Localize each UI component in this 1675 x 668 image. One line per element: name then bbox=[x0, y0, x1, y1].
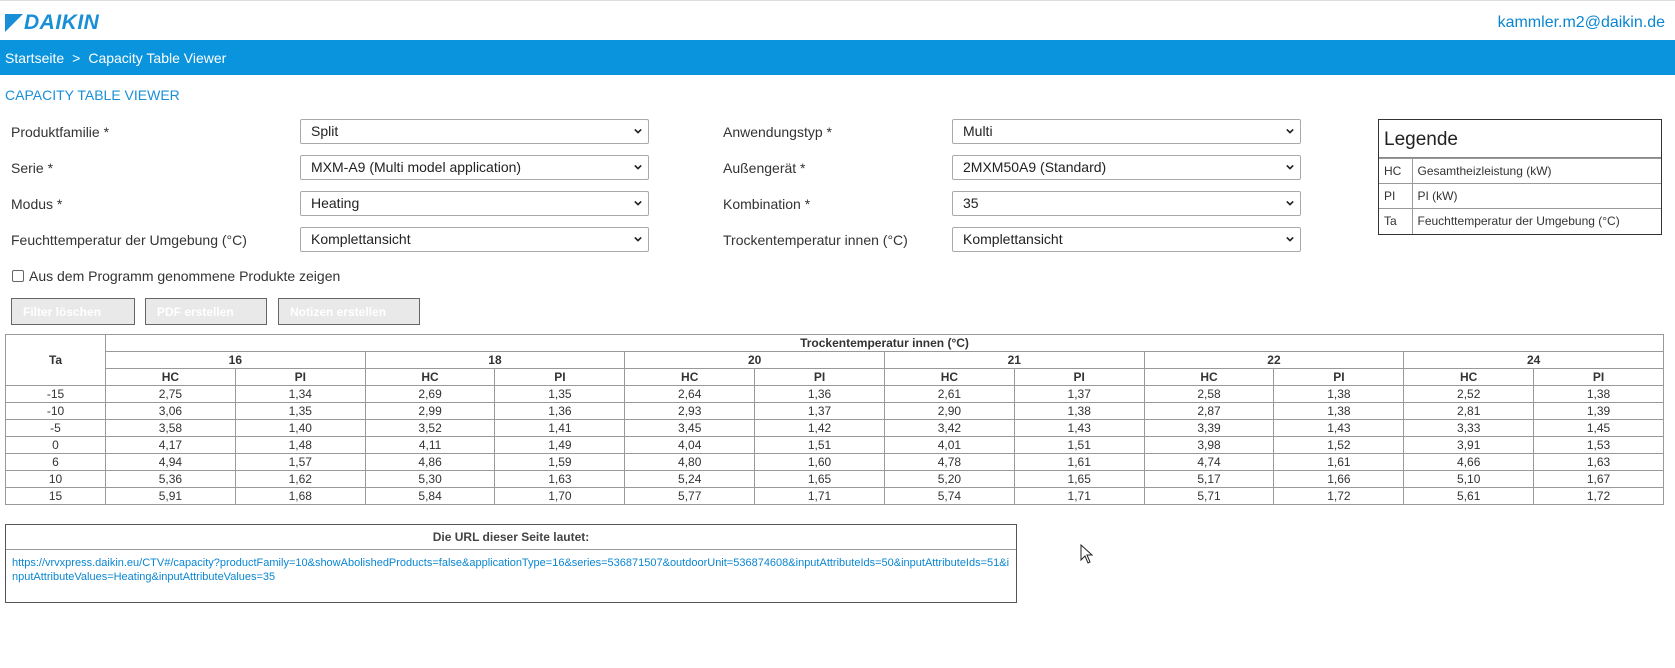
feuchttemperatur-select[interactable] bbox=[300, 227, 649, 252]
hc-sub-header: HC bbox=[365, 369, 495, 386]
pi-cell: 1,53 bbox=[1534, 437, 1664, 454]
pi-cell: 1,63 bbox=[495, 471, 625, 488]
hc-cell: 4,01 bbox=[884, 437, 1014, 454]
legend-table bbox=[1379, 158, 1661, 234]
pi-cell: 1,52 bbox=[1274, 437, 1404, 454]
serie-label: Serie * bbox=[11, 160, 54, 176]
produktfamilie-label: Produktfamilie * bbox=[11, 124, 110, 140]
pi-cell: 1,63 bbox=[1534, 454, 1664, 471]
kombination-select[interactable] bbox=[952, 191, 1301, 216]
temperature-column-header: 16 bbox=[106, 352, 366, 369]
feuchttemperatur-value: Komplettansicht bbox=[311, 231, 411, 247]
table-body bbox=[6, 386, 1664, 505]
daikin-logo-icon bbox=[5, 14, 23, 32]
pi-cell: 1,51 bbox=[755, 437, 885, 454]
pi-cell: 1,59 bbox=[495, 454, 625, 471]
hc-cell: 5,17 bbox=[1144, 471, 1274, 488]
pi-cell: 1,42 bbox=[755, 420, 885, 437]
pi-cell: 1,71 bbox=[1014, 488, 1144, 505]
hc-cell: 3,91 bbox=[1404, 437, 1534, 454]
hc-cell: 5,91 bbox=[106, 488, 236, 505]
pi-cell: 1,61 bbox=[1014, 454, 1144, 471]
hc-cell: 4,17 bbox=[106, 437, 236, 454]
hc-cell: 3,45 bbox=[625, 420, 755, 437]
hc-cell: 4,04 bbox=[625, 437, 755, 454]
pi-cell: 1,43 bbox=[1274, 420, 1404, 437]
hc-cell: 5,20 bbox=[884, 471, 1014, 488]
temperature-column-header: 21 bbox=[884, 352, 1144, 369]
ta-cell: 6 bbox=[6, 454, 106, 471]
pi-sub-header: PI bbox=[235, 369, 365, 386]
hc-cell: 3,39 bbox=[1144, 420, 1274, 437]
kombination-label: Kombination * bbox=[723, 196, 811, 212]
serie-value: MXM-A9 (Multi model application) bbox=[311, 159, 522, 175]
temperature-column-header: 18 bbox=[365, 352, 625, 369]
pi-cell: 1,37 bbox=[1014, 386, 1144, 403]
pi-cell: 1,36 bbox=[755, 386, 885, 403]
produktfamilie-select[interactable] bbox=[300, 119, 649, 144]
pi-cell: 1,72 bbox=[1534, 488, 1664, 505]
hc-cell: 2,75 bbox=[106, 386, 236, 403]
legend-title: Legende bbox=[1379, 120, 1661, 158]
hc-cell: 4,94 bbox=[106, 454, 236, 471]
pi-cell: 1,35 bbox=[235, 403, 365, 420]
hc-sub-header: HC bbox=[884, 369, 1014, 386]
pi-cell: 1,60 bbox=[755, 454, 885, 471]
pi-cell: 1,38 bbox=[1274, 403, 1404, 420]
temperature-column-header: 20 bbox=[625, 352, 885, 369]
url-box bbox=[5, 524, 1017, 603]
legend-desc: Gesamtheizleistung (kW) bbox=[1412, 159, 1661, 184]
logo-text: DAIKIN bbox=[24, 11, 100, 34]
ta-cell: 0 bbox=[6, 437, 106, 454]
legend-desc: PI (kW) bbox=[1412, 184, 1661, 209]
anwendungstyp-select[interactable] bbox=[952, 119, 1301, 144]
modus-select[interactable] bbox=[300, 191, 649, 216]
chevron-down-icon bbox=[1286, 163, 1294, 171]
hc-cell: 2,90 bbox=[884, 403, 1014, 420]
pi-sub-header: PI bbox=[1014, 369, 1144, 386]
create-notes-button[interactable]: Notizen erstellen bbox=[278, 298, 420, 325]
pi-cell: 1,34 bbox=[235, 386, 365, 403]
hc-cell: 2,61 bbox=[884, 386, 1014, 403]
pi-cell: 1,65 bbox=[755, 471, 885, 488]
hc-cell: 2,81 bbox=[1404, 403, 1534, 420]
hc-cell: 2,99 bbox=[365, 403, 495, 420]
hc-cell: 3,52 bbox=[365, 420, 495, 437]
chevron-down-icon bbox=[634, 199, 642, 207]
table-row bbox=[6, 386, 1664, 403]
hc-cell: 5,24 bbox=[625, 471, 755, 488]
hc-sub-header: HC bbox=[106, 369, 236, 386]
hc-cell: 4,74 bbox=[1144, 454, 1274, 471]
hc-cell: 4,86 bbox=[365, 454, 495, 471]
hc-sub-header: HC bbox=[625, 369, 755, 386]
pi-sub-header: PI bbox=[495, 369, 625, 386]
create-pdf-button[interactable]: PDF erstellen bbox=[145, 298, 267, 325]
pi-cell: 1,57 bbox=[235, 454, 365, 471]
pi-cell: 1,43 bbox=[1014, 420, 1144, 437]
ta-cell: 10 bbox=[6, 471, 106, 488]
ta-cell: -5 bbox=[6, 420, 106, 437]
table-row bbox=[6, 420, 1664, 437]
breadcrumb-separator: > bbox=[72, 49, 81, 66]
kombination-value: 35 bbox=[963, 195, 979, 211]
pi-cell: 1,37 bbox=[755, 403, 885, 420]
pi-cell: 1,35 bbox=[495, 386, 625, 403]
pi-cell: 1,70 bbox=[495, 488, 625, 505]
pi-cell: 1,38 bbox=[1274, 386, 1404, 403]
legend-panel bbox=[1378, 119, 1662, 235]
hc-cell: 2,69 bbox=[365, 386, 495, 403]
pi-cell: 1,72 bbox=[1274, 488, 1404, 505]
pi-cell: 1,68 bbox=[235, 488, 365, 505]
show-abolished-checkbox[interactable] bbox=[12, 270, 24, 282]
breadcrumb-home-link[interactable]: Startseite bbox=[5, 49, 65, 66]
group-header: Trockentemperatur innen (°C) bbox=[106, 335, 1664, 352]
hc-cell: 4,78 bbox=[884, 454, 1014, 471]
produktfamilie-value: Split bbox=[311, 123, 339, 139]
chevron-down-icon bbox=[1286, 199, 1294, 207]
daikin-logo[interactable] bbox=[5, 12, 99, 34]
hc-sub-header: HC bbox=[1144, 369, 1274, 386]
pi-cell: 1,66 bbox=[1274, 471, 1404, 488]
pi-cell: 1,65 bbox=[1014, 471, 1144, 488]
hc-cell: 5,61 bbox=[1404, 488, 1534, 505]
hc-cell: 5,84 bbox=[365, 488, 495, 505]
hc-cell: 4,80 bbox=[625, 454, 755, 471]
modus-label: Modus * bbox=[11, 196, 63, 212]
aussengeraet-label: Außengerät * bbox=[723, 160, 806, 176]
pi-cell: 1,38 bbox=[1014, 403, 1144, 420]
sub-header-row bbox=[6, 369, 1664, 386]
trockentemperatur-label: Trockentemperatur innen (°C) bbox=[723, 232, 908, 248]
hc-cell: 4,66 bbox=[1404, 454, 1534, 471]
hc-cell: 3,58 bbox=[106, 420, 236, 437]
anwendungstyp-value: Multi bbox=[963, 123, 993, 139]
legend-abbr: HC bbox=[1379, 159, 1412, 184]
show-abolished-label: Aus dem Programm genommene Produkte zeigen bbox=[29, 268, 341, 284]
hc-cell: 4,11 bbox=[365, 437, 495, 454]
pi-cell: 1,48 bbox=[235, 437, 365, 454]
ta-cell: -15 bbox=[6, 386, 106, 403]
table-header-row bbox=[6, 335, 1664, 352]
hc-cell: 5,10 bbox=[1404, 471, 1534, 488]
pi-cell: 1,38 bbox=[1534, 386, 1664, 403]
ta-cell: -10 bbox=[6, 403, 106, 420]
hc-cell: 5,30 bbox=[365, 471, 495, 488]
legend-abbr: Ta bbox=[1379, 209, 1412, 234]
pi-cell: 1,41 bbox=[495, 420, 625, 437]
hc-cell: 5,77 bbox=[625, 488, 755, 505]
hc-cell: 3,98 bbox=[1144, 437, 1274, 454]
breadcrumb bbox=[0, 40, 1675, 75]
show-abolished-checkbox-row[interactable] bbox=[12, 268, 340, 284]
legend-row bbox=[1379, 184, 1661, 209]
pi-cell: 1,51 bbox=[1014, 437, 1144, 454]
pi-cell: 1,62 bbox=[235, 471, 365, 488]
hc-cell: 3,42 bbox=[884, 420, 1014, 437]
user-email-link[interactable]: kammler.m2@daikin.de bbox=[1497, 14, 1665, 31]
pi-cell: 1,71 bbox=[755, 488, 885, 505]
temperature-column-header: 24 bbox=[1404, 352, 1664, 369]
temperature-header-row bbox=[6, 352, 1664, 369]
legend-row bbox=[1379, 209, 1661, 234]
aussengeraet-select[interactable] bbox=[952, 155, 1301, 180]
hc-cell: 5,36 bbox=[106, 471, 236, 488]
pi-cell: 1,40 bbox=[235, 420, 365, 437]
header bbox=[0, 4, 1675, 40]
mouse-cursor-icon bbox=[1080, 544, 1094, 564]
table-row bbox=[6, 471, 1664, 488]
hc-cell: 3,33 bbox=[1404, 420, 1534, 437]
ta-cell: 15 bbox=[6, 488, 106, 505]
chevron-down-icon bbox=[634, 127, 642, 135]
hc-cell: 3,06 bbox=[106, 403, 236, 420]
page-title: CAPACITY TABLE VIEWER bbox=[5, 87, 180, 103]
hc-sub-header: HC bbox=[1404, 369, 1534, 386]
pi-sub-header: PI bbox=[755, 369, 885, 386]
modus-value: Heating bbox=[311, 195, 360, 211]
pi-cell: 1,61 bbox=[1274, 454, 1404, 471]
hc-cell: 5,74 bbox=[884, 488, 1014, 505]
pi-cell: 1,36 bbox=[495, 403, 625, 420]
url-box-title: Die URL dieser Seite lautet: bbox=[6, 525, 1016, 550]
hc-cell: 2,93 bbox=[625, 403, 755, 420]
anwendungstyp-label: Anwendungstyp * bbox=[723, 124, 832, 140]
table-row bbox=[6, 454, 1664, 471]
hc-cell: 2,52 bbox=[1404, 386, 1534, 403]
pi-sub-header: PI bbox=[1534, 369, 1664, 386]
hc-cell: 2,64 bbox=[625, 386, 755, 403]
capacity-table bbox=[5, 334, 1664, 505]
temperature-column-header: 22 bbox=[1144, 352, 1404, 369]
chevron-down-icon bbox=[1286, 127, 1294, 135]
chevron-down-icon bbox=[634, 163, 642, 171]
hc-cell: 2,58 bbox=[1144, 386, 1274, 403]
page-url-link[interactable]: https://vrvxpress.daikin.eu/CTV#/capacity?productFamily=10&showAbolishedProducts=false&applicationType=16&series=536871507&outdoorUnit=536874608&inputAttributeIds=50&inputAttributeIds=51&inputAttributeValues=Heating&inputAttributeValues=35 bbox=[12, 557, 1010, 583]
aussengeraet-value: 2MXM50A9 (Standard) bbox=[963, 159, 1107, 175]
table-row bbox=[6, 488, 1664, 505]
pi-cell: 1,39 bbox=[1534, 403, 1664, 420]
legend-abbr: PI bbox=[1379, 184, 1412, 209]
ta-header: Ta bbox=[6, 335, 106, 386]
chevron-down-icon bbox=[1286, 235, 1294, 243]
table-row bbox=[6, 403, 1664, 420]
breadcrumb-current: Capacity Table Viewer bbox=[88, 49, 227, 66]
chevron-down-icon bbox=[634, 235, 642, 243]
legend-row bbox=[1379, 159, 1661, 184]
trockentemperatur-value: Komplettansicht bbox=[963, 231, 1063, 247]
feuchttemperatur-label: Feuchttemperatur der Umgebung (°C) bbox=[11, 232, 247, 248]
hc-cell: 2,87 bbox=[1144, 403, 1274, 420]
clear-filter-button[interactable]: Filter löschen bbox=[11, 298, 135, 325]
pi-sub-header: PI bbox=[1274, 369, 1404, 386]
pi-cell: 1,45 bbox=[1534, 420, 1664, 437]
pi-cell: 1,67 bbox=[1534, 471, 1664, 488]
hc-cell: 5,71 bbox=[1144, 488, 1274, 505]
table-row bbox=[6, 437, 1664, 454]
pi-cell: 1,49 bbox=[495, 437, 625, 454]
legend-desc: Feuchttemperatur der Umgebung (°C) bbox=[1412, 209, 1661, 234]
trockentemperatur-select[interactable] bbox=[952, 227, 1301, 252]
serie-select[interactable] bbox=[300, 155, 649, 180]
